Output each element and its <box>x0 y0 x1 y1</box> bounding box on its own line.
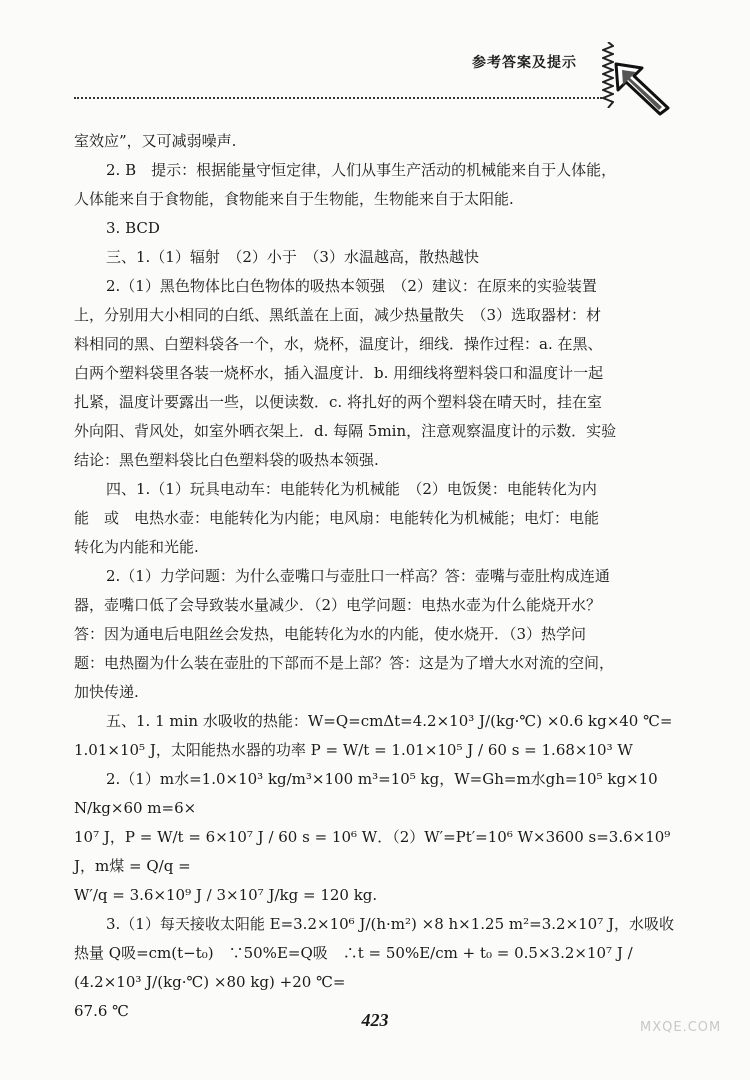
text-line: 2.（1）黑色物体比白色物体的吸热本领强 （2）建议：在原来的实验装置 <box>106 277 597 295</box>
text-line: 答：因为通电后电阻丝会发热，电能转化为水的内能，使水烧开．（3）热学问 <box>74 625 587 643</box>
text-line: 上，分别用大小相同的白纸、黑纸盖在上面，减少热量散失 （3）选取器材：材 <box>74 306 602 324</box>
text-line: 结论：黑色塑料袋比白色塑料袋的吸热本领强. <box>74 451 379 469</box>
text-line: 热量 Q吸=cm(t−t₀) ∵50%E=Q吸 ∴t = 50%E/cm + t₀ = 0.5×3.2×10⁷ J / (4.2×10³ J/(kg·℃) ×80 kg) +20 ℃= <box>74 944 633 991</box>
text-line: 转化为内能和光能. <box>74 538 199 556</box>
page-number: 423 <box>361 1010 389 1030</box>
text-line: 外向阳、背风处，如室外晒衣架上．d. 每隔 5min，注意观察温度计的示数．实验 <box>74 422 617 440</box>
text-line: 料相同的黑、白塑料袋各一个，水，烧杯，温度计，细线．操作过程：a. 在黑、 <box>74 335 603 353</box>
text-line: 三、1.（1）辐射 （2）小于 （3）水温越高，散热越快 <box>106 248 479 266</box>
text-line: 题：电热圈为什么装在壶肚的下部而不是上部？答：这是为了增大水对流的空间， <box>74 654 615 672</box>
answer-text <box>74 127 682 1026</box>
text-line: 1.01×10⁵ J，太阳能热水器的功率 P = W/t = 1.01×10⁵ J / 60 s = 1.68×10³ W <box>74 741 633 759</box>
arrow-icon <box>612 60 672 116</box>
text-line: 2.（1）m水=1.0×10³ kg/m³×100 m³=10⁵ kg，W=Gh=m水gh=10⁵ kg×10 N/kg×60 m=6× <box>74 770 658 817</box>
text-line: 白两个塑料袋里各装一烧杯水，插入温度计．b. 用细线将塑料袋口和温度计一起 <box>74 364 604 382</box>
text-line: 器，壶嘴口低了会导致装水量减少．（2）电学问题：电热水壶为什么能烧开水？ <box>74 596 602 614</box>
text-line: 四、1.（1）玩具电动车：电能转化为机械能 （2）电饭煲：电能转化为内 <box>106 480 597 498</box>
text-line: 人体能来自于食物能，食物能来自于生物能，生物能来自于太阳能. <box>74 190 514 208</box>
text-line: 10⁷ J，P = W/t = 6×10⁷ J / 60 s = 10⁶ W．（2）W′=Pt′=10⁶ W×3600 s=3.6×10⁹ J，m煤 = Q/q = <box>74 828 671 875</box>
text-line: 扎紧，温度计要露出一些，以便读数．c. 将扎好的两个塑料袋在晴天时，挂在室 <box>74 393 602 411</box>
text-line: 3. BCD <box>106 219 160 237</box>
text-line: W′/q = 3.6×10⁹ J / 3×10⁷ J/kg = 120 kg. <box>74 886 378 904</box>
text-line: 加快传递. <box>74 683 139 701</box>
header-dotted-rule <box>74 97 602 99</box>
text-line: 3.（1）每天接收太阳能 E=3.2×10⁶ J/(h·m²) ×8 h×1.25 m²=3.2×10⁷ J，水吸收 <box>106 915 675 933</box>
header-title: 参考答案及提示 <box>472 55 577 71</box>
text-line: 2.（1）力学问题：为什么壶嘴口与壶肚口一样高？答：壶嘴与壶肚构成连通 <box>106 567 610 585</box>
text-line: 67.6 ℃ <box>74 1002 129 1020</box>
text-line: 室效应”，又可减弱噪声. <box>74 132 237 150</box>
text-line: 能 或 电热水壶：电能转化为内能；电风扇：电能转化为机械能；电灯：电能 <box>74 509 600 527</box>
text-line: 五、1. 1 min 水吸收的热能：W=Q=cmΔt=4.2×10³ J/(kg·℃) ×0.6 kg×40 ℃= <box>106 712 673 730</box>
watermark: MXQE.COM <box>640 1020 722 1035</box>
text-line: 2. B 提示：根据能量守恒定律，人们从事生产活动的机械能来自于人体能， <box>106 161 617 179</box>
